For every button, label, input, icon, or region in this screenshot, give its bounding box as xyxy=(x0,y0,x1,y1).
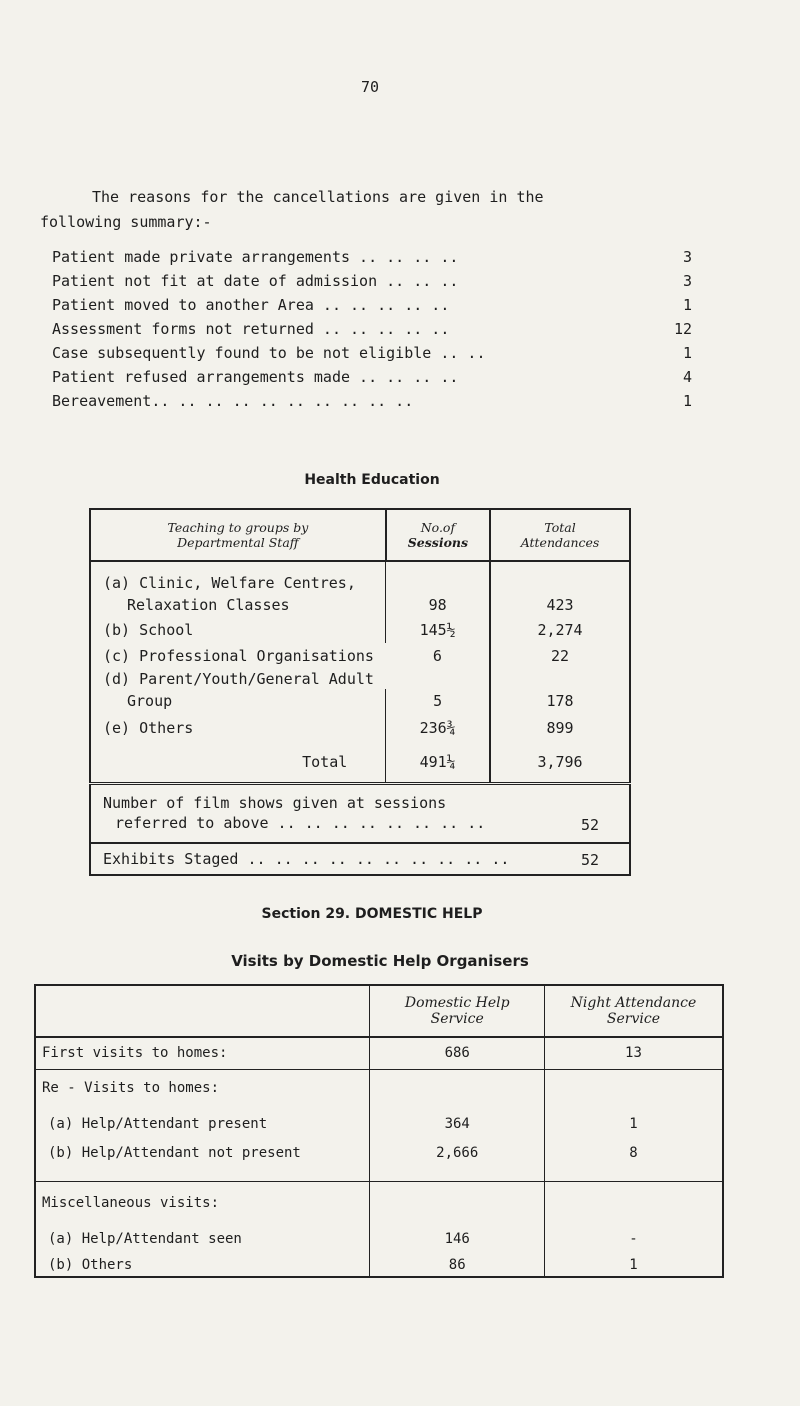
column-header: Domestic Help Service xyxy=(370,985,544,1037)
film-shows-line-2: referred to above .. .. .. .. .. .. .. .. xyxy=(115,814,486,833)
film-shows-count: 52 xyxy=(580,815,599,834)
table-total-row: Total 491¼ 3,796 xyxy=(90,743,630,783)
list-item xyxy=(52,389,692,413)
page-number: 70 xyxy=(360,78,380,96)
reason-count: 1 xyxy=(682,296,692,314)
table-row: Relaxation Classes 98 423 xyxy=(90,593,630,617)
intro-paragraph xyxy=(40,185,680,235)
list-item xyxy=(52,269,692,293)
reason-label: Assessment forms not returned .. .. .. .. .. xyxy=(52,320,450,338)
reason-count: 4 xyxy=(682,368,692,386)
list-item xyxy=(52,317,692,341)
film-shows-row xyxy=(90,783,630,843)
reason-label: Patient not fit at date of admission .. .. .. xyxy=(52,272,459,290)
reason-label: Patient made private arrangements .. .. .. .. xyxy=(52,248,459,266)
table-row: Group 5 178 xyxy=(90,689,630,713)
reason-label: Patient refused arrangements made .. .. .. .. xyxy=(52,368,459,386)
domestic-help-table xyxy=(34,984,724,1278)
section-title: Section 29. DOMESTIC HELP xyxy=(261,906,483,922)
table-row: (b) School 145½ 2,274 xyxy=(90,617,630,643)
table-header-row xyxy=(35,985,723,1037)
intro-line-1: The reasons for the cancellations are given in the xyxy=(92,188,544,206)
domestic-help-table-title: Visits by Domestic Help Organisers xyxy=(231,952,529,970)
film-shows-line-1: Number of film shows given at sessions xyxy=(103,794,447,813)
column-header: Teaching to groups by Departmental Staff xyxy=(90,509,386,561)
column-header: Total Attendances xyxy=(520,520,600,550)
table-row: Re - Visits to homes: xyxy=(35,1069,723,1107)
list-item xyxy=(52,341,692,365)
table-row: (a) Help/Attendant present 364 1 xyxy=(35,1107,723,1141)
reason-count: 3 xyxy=(682,248,692,266)
cancellation-reasons-list xyxy=(52,245,692,413)
table-row: (b) Help/Attendant not present 2,666 8 xyxy=(35,1141,723,1181)
table-row: First visits to homes: 686 13 xyxy=(35,1037,723,1069)
table-row: (c) Professional Organisations 6 22 xyxy=(90,643,630,669)
health-education-title: Health Education xyxy=(304,472,440,488)
column-header: Night Attendance Service xyxy=(570,995,697,1027)
reason-count: 1 xyxy=(682,344,692,362)
exhibits-label: Exhibits Staged .. .. .. .. .. .. .. .. .. .. xyxy=(103,850,510,868)
table-row: (e) Others 236¾ 899 xyxy=(90,713,630,743)
exhibits-row xyxy=(90,843,630,875)
reason-label: Bereavement.. .. .. .. .. .. .. .. .. .. xyxy=(52,392,414,410)
table-header-row xyxy=(90,509,630,561)
table-row: (b) Others 86 1 xyxy=(35,1253,723,1277)
table-row: Miscellaneous visits: xyxy=(35,1181,723,1225)
table-row: (d) Parent/Youth/General Adult xyxy=(90,669,630,689)
reason-label: Patient moved to another Area .. .. .. .. .. xyxy=(52,296,450,314)
column-header: No.of Sessions xyxy=(386,509,490,561)
exhibits-count: 52 xyxy=(580,851,599,869)
list-item xyxy=(52,365,692,389)
list-item xyxy=(52,293,692,317)
reason-label: Case subsequently found to be not eligible .. .. xyxy=(52,344,486,362)
health-education-table xyxy=(89,508,631,876)
reason-count: 1 xyxy=(682,392,692,410)
reason-count: 12 xyxy=(673,320,692,338)
table-row: (a) Help/Attendant seen 146 - xyxy=(35,1225,723,1253)
reason-count: 3 xyxy=(682,272,692,290)
intro-line-2: following summary:- xyxy=(40,213,212,231)
list-item xyxy=(52,245,692,269)
table-row: (a) Clinic, Welfare Centres, xyxy=(90,573,630,593)
